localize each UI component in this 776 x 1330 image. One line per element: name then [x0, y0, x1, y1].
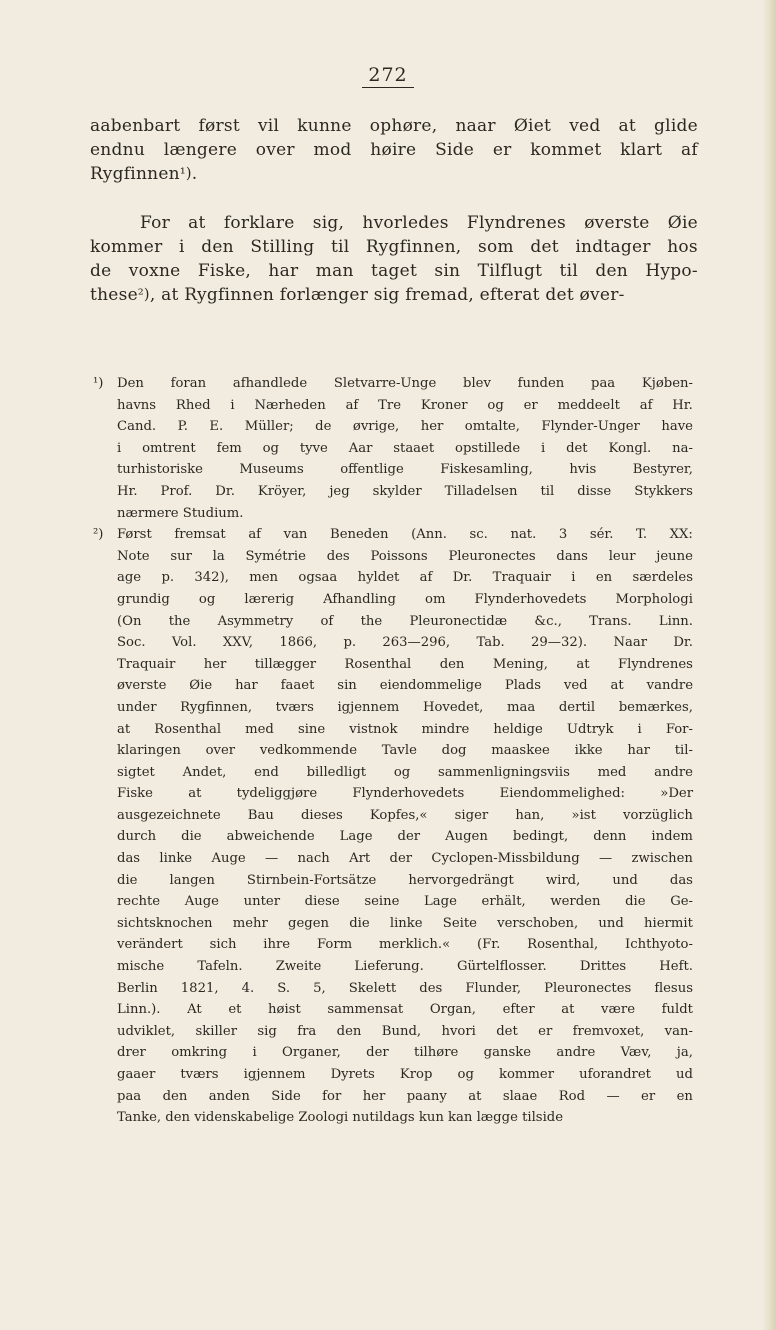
footnote-line: sigtet Andet, end billedligt og sammenligningsviis med andre: [117, 764, 693, 780]
footnote-line: Soc. Vol. XXV, 1866, p. 263—296, Tab. 29—32). Naar Dr.: [117, 635, 693, 651]
text-line: Rygfinnen ¹) .: [90, 164, 198, 184]
footnote-line: grundig og lærerig Afhandling om Flynderhovedets Morphologi: [117, 591, 693, 607]
text-line: kommer i den Stilling til Rygfinnen, som det indtager hos: [90, 237, 698, 257]
main-text: [90, 114, 698, 307]
footnote-line: das linke Auge — nach Art der Cyclopen-Missbildung — zwischen: [117, 851, 693, 867]
text-line: de voxne Fiske, har man taget sin Tilflugt til den Hypo-: [90, 261, 698, 281]
text-line: For at forklare sig, hvorledes Flyndrenes øverste Øie: [140, 213, 698, 233]
footnote-line: Berlin 1821, 4. S. 5, Skelett des Flunder, Pleuronectes flesus: [117, 980, 693, 996]
footnote-line: ²) Først fremsat af van Beneden (Ann. sc. nat. 3 sér. T. XX:: [93, 524, 693, 546]
footnote-line: mische Tafeln. Zweite Lieferung. Gürtelflosser. Drittes Heft.: [117, 959, 693, 975]
footnote-line: klaringen over vedkommende Tavle dog maaskee ikke har til-: [117, 743, 693, 759]
footnote-line: rechte Auge unter diese seine Lage erhält, werden die Ge-: [117, 894, 693, 910]
footnote-line: drer omkring i Organer, der tilhøre ganske andre Væv, ja,: [117, 1045, 693, 1061]
page-edge-shadow: [762, 0, 776, 1330]
text-line: aabenbart først vil kunne ophøre, naar Øiet ved at glide: [90, 116, 698, 136]
footnote-line: udviklet, skiller sig fra den Bund, hvori det er fremvoxet, van-: [117, 1023, 693, 1039]
footnote-line: Tanke, den videnskabelige Zoologi nutildags kun kan lægge tilside: [117, 1110, 564, 1126]
footnote-line: durch die abweichende Lage der Augen bedingt, denn indem: [117, 829, 693, 845]
page-number: 272: [0, 64, 776, 86]
footnote-line: (On the Asymmetry of the Pleuronectidæ &c., Trans. Linn.: [117, 613, 693, 629]
footnote-line: Note sur la Symétrie des Poissons Pleuronectes dans leur jeune: [117, 548, 693, 564]
text-line: endnu længere over mod høire Side er kommet klart af: [90, 140, 698, 160]
footnote-line: paa den anden Side for her paany at slaae Rod — er en: [117, 1088, 693, 1104]
footnote-marker: ¹): [93, 376, 104, 391]
footnote-line: Cand. P. E. Müller; de øvrige, her omtalte, Flynder-Unger have: [117, 419, 693, 435]
footnote-line: ausgezeichnete Bau dieses Kopfes,« siger han, »ist vorzüglich: [117, 807, 693, 823]
footnotes: [93, 373, 693, 1129]
footnote-line: Traquair her tillægger Rosenthal den Mening, at Flyndrenes: [117, 656, 693, 672]
footnote-line: die langen Stirnbein-Fortsätze hervorgedrängt wird, und das: [117, 872, 693, 888]
text-line: these ²) , at Rygfinnen forlænger sig fremad, efterat det øver-: [90, 285, 625, 305]
footnote-line: Linn.). At et høist sammensat Organ, efter at være fuldt: [117, 1002, 693, 1018]
footnote-line: Fiske at tydeliggjøre Flynderhovedets Eiendommelighed: »Der: [117, 786, 693, 802]
footnote-line: under Rygfinnen, tværs igjennem Hovedet, maa dertil bemærkes,: [117, 699, 693, 715]
footnote-line: havns Rhed i Nærheden af Tre Kroner og er meddeelt af Hr.: [117, 397, 693, 413]
paragraph-gap: [90, 186, 698, 211]
footnote-line: nærmere Studium.: [117, 505, 244, 521]
footnote-marker: ²): [93, 527, 104, 543]
footnote-line: ¹) Den foran afhandlede Sletvarre-Unge blev funden paa Kjøben-: [93, 373, 693, 395]
footnote-line: age p. 342), men ogsaa hyldet af Dr. Traquair i en særdeles: [117, 570, 693, 586]
footnote-line: Hr. Prof. Dr. Kröyer, jeg skylder Tilladelsen til disse Stykkers: [117, 483, 693, 499]
footnote-line: i omtrent fem og tyve Aar staaet opstillede i det Kongl. na-: [117, 440, 693, 456]
footnote-line: sichtsknochen mehr gegen die linke Seite verschoben, und hiermit: [117, 915, 693, 931]
footnote-line: øverste Øie har faaet sin eiendommelige Plads ved at vandre: [117, 678, 693, 694]
footnote-line: verändert sich ihre Form merklich.« (Fr. Rosenthal, Ichthyoto-: [117, 937, 693, 953]
footnote-line: at Rosenthal med sine vistnok mindre heldige Udtryk i For-: [117, 721, 693, 737]
footnote-line: turhistoriske Museums offentlige Fiskesamling, hvis Bestyrer,: [117, 462, 693, 478]
footnote-line: gaaer tværs igjennem Dyrets Krop og kommer uforandret ud: [117, 1067, 693, 1082]
